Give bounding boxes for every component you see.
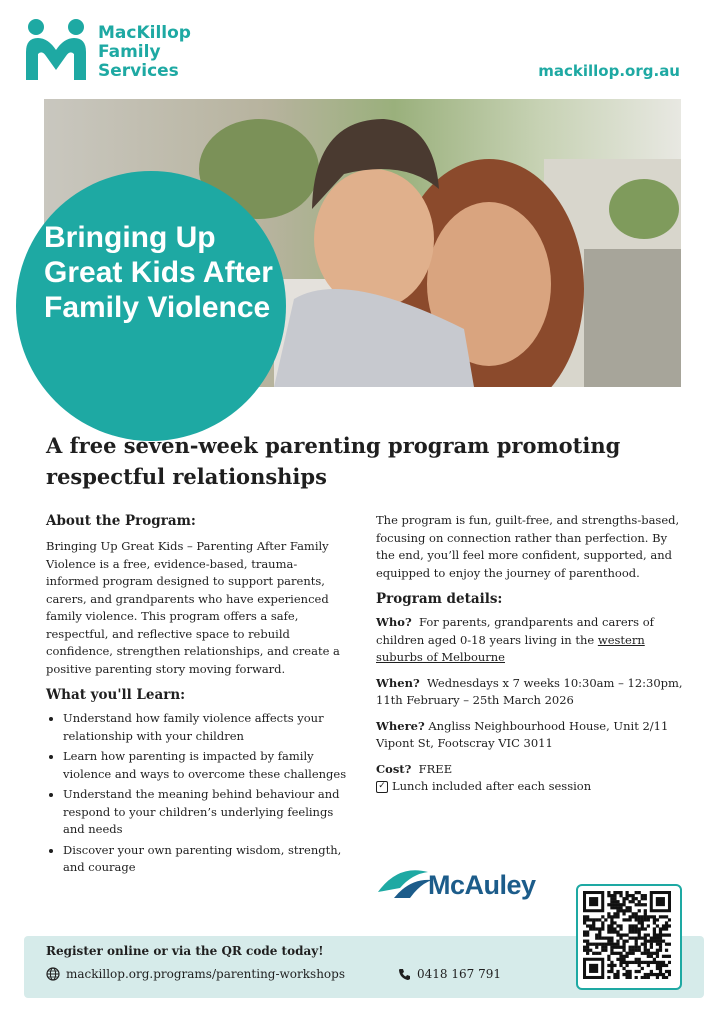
registration-link[interactable]: mackillop.org.programs/parenting-workshops	[46, 967, 345, 981]
phone-icon	[398, 968, 411, 981]
right-column	[376, 512, 686, 804]
learn-heading: What you'll Learn:	[46, 687, 186, 703]
details-heading: Program details:	[376, 591, 503, 607]
about-heading: About the Program:	[46, 513, 196, 529]
hero-title: Bringing Up Great Kids After Family Violence	[44, 221, 273, 324]
phone-number[interactable]: 0418 167 791	[398, 967, 501, 981]
detail-when: When? Wednesdays x 7 weeks 10:30am – 12:30pm, 11th February – 25th March 2026	[376, 675, 683, 707]
detail-who: Who? For parents, grandparents and carers of children aged 0-18 years living in the western suburbs of Melbourne	[376, 615, 654, 664]
globe-icon	[46, 967, 60, 981]
list-item: • Discover your own parenting wisdom, strength, and courage	[63, 842, 348, 877]
detail-where: Where? Angliss Neighbourhood House, Unit 2/11 Vipont St, Footscray VIC 3011	[376, 718, 669, 750]
learn-list	[46, 710, 348, 877]
about-text: Bringing Up Great Kids – Parenting After Family Violence is a free, evidence-based, trauma-informed program designed to support parents, carers, and grandparents who have experienced family violence. This program offers a safe, respectful, and reflective space to rebuild confidence, strengthen relationships, and create a positive parenting story moving forward.	[46, 539, 340, 676]
partner-logo: McAuley	[428, 870, 536, 900]
list-item: • Understand how family violence affects your relationship with your children	[63, 710, 348, 745]
lunch-note: ✓ Lunch included after each session	[376, 778, 686, 796]
checkbox-icon: ✓	[376, 781, 388, 793]
mackillop-logo-icon	[24, 18, 88, 80]
list-item: • Learn how parenting is impacted by family violence and ways to overcome these challenges	[63, 748, 348, 783]
detail-cost: Cost? FREE	[376, 761, 453, 776]
brand-website-link[interactable]: mackillop.org.au	[538, 62, 680, 80]
brand-name: MacKillop Family Services	[98, 23, 191, 81]
program-intro: The program is fun, guilt-free, and strengths-based, focusing on connection rather than perfection. By the end, you’ll feel more confident, supported, and equipped to enjoy the journey of parenthood.	[376, 513, 680, 580]
left-column	[46, 512, 348, 880]
page-headline: A free seven-week parenting program promoting respectful relationships	[46, 433, 621, 489]
registration-qr-code[interactable]	[576, 884, 682, 990]
register-prompt: Register online or via the QR code today!	[46, 944, 324, 958]
qr-code-icon	[583, 891, 671, 979]
western-suburbs-link[interactable]: western suburbs of Melbourne	[376, 632, 645, 664]
list-item: • Understand the meaning behind behaviour and respond to your children’s underlying feelings and needs	[63, 786, 348, 839]
